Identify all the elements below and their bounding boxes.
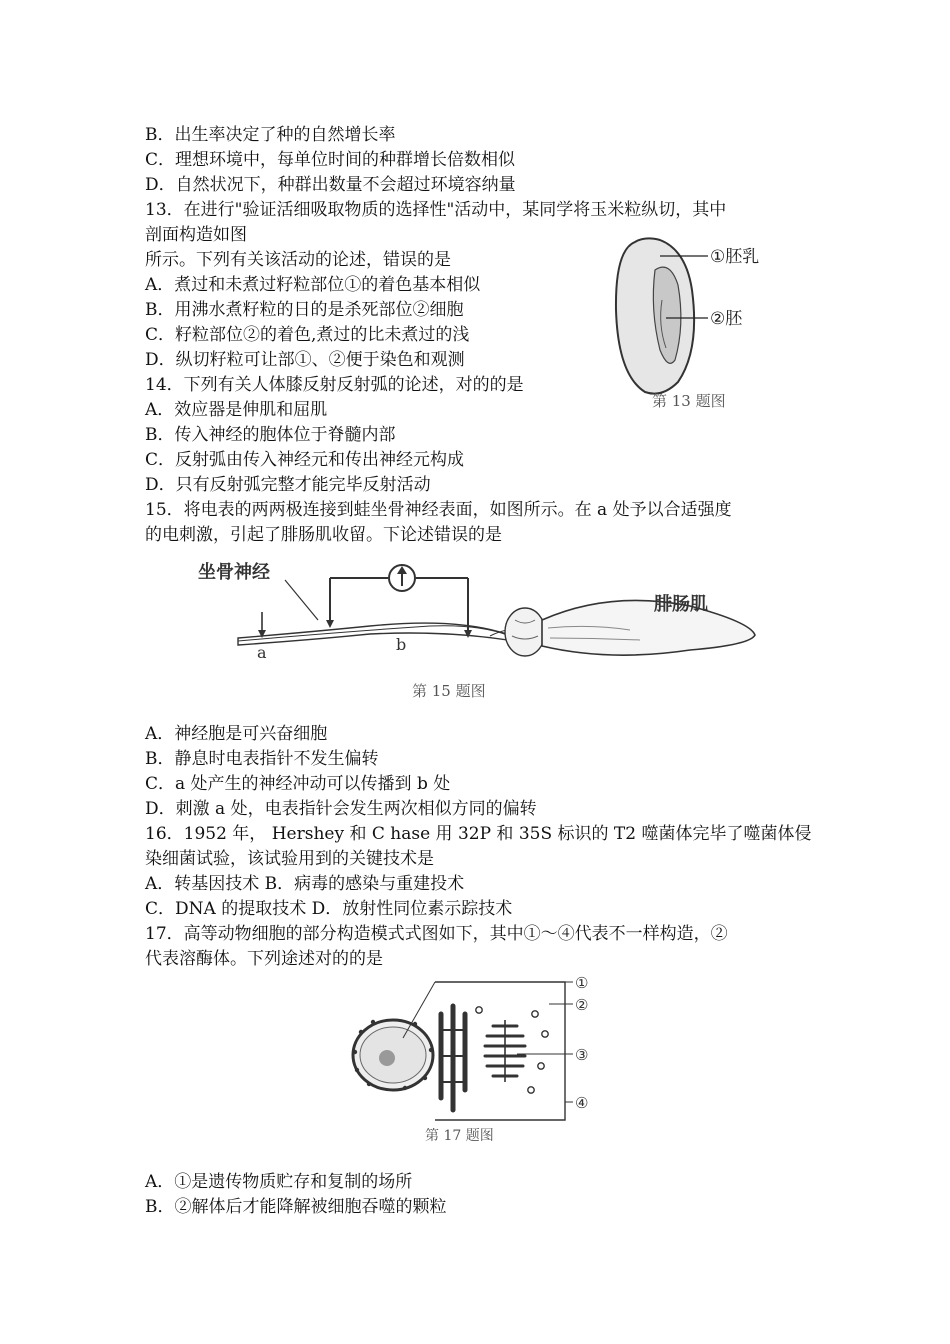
figure-13	[600, 230, 800, 420]
label-gastrocnemius: 腓肠肌	[654, 594, 708, 615]
text-line: 染细菌试验，该试验用到的关键技术是	[145, 849, 434, 869]
option-a: A．煮过和未煮过籽粒部位①的着色基本相似	[145, 275, 481, 295]
text-line: D．自然状况下，种群出数量不会超过环境容纳量	[145, 175, 516, 195]
text-line: B．出生率决定了种的自然增长率	[145, 125, 396, 145]
figure-15	[190, 550, 760, 715]
figure-15-caption: 第 15 题图	[412, 682, 486, 700]
option-d: D．只有反射弧完整才能完毕反射活动	[145, 475, 431, 495]
options-cd: C．DNA 的提取技术 D．放射性同位素示踪技术	[145, 899, 513, 919]
cell-structure-diagram	[345, 970, 605, 1150]
option-a: A．①是遗传物质贮存和复制的场所	[145, 1172, 413, 1192]
options-ab: A．转基因技术 B．病毒的感染与重建投术	[145, 874, 465, 894]
text-line: 所示。下列有关该活动的论述，错误的是	[145, 250, 451, 270]
question-15-stem: 15．将电表的两两极连接到蛙坐骨神经表面，如图所示。在 a 处予以合适强度	[145, 500, 732, 520]
label-endosperm: ①胚乳	[710, 247, 760, 267]
option-c: C．反射弧由传入神经元和传出神经元构成	[145, 450, 465, 470]
label-3: ③	[575, 1046, 589, 1064]
corn-kernel-diagram	[600, 230, 800, 420]
option-b: B．静息时电表指针不发生偏转	[145, 749, 379, 769]
text-line: 的电刺激，引起了腓肠肌收留。下论述错误的是	[145, 525, 502, 545]
option-d: D．纵切籽粒可让部①、②便于染色和观测	[145, 350, 465, 370]
text-line: 剖面构造如图	[145, 225, 247, 245]
label-point-a: a	[257, 643, 267, 662]
label-2: ②	[575, 996, 589, 1014]
question-17-stem: 17．高等动物细胞的部分构造模式式图如下，其中①～④代表不一样构造，②	[145, 924, 728, 944]
option-b: B．②解体后才能降解被细胞吞噬的颗粒	[145, 1197, 447, 1217]
text-line: 代表溶酶体。下列途述对的的是	[145, 949, 383, 969]
figure-13-caption: 第 13 题图	[652, 392, 726, 410]
option-a: A．神经胞是可兴奋细胞	[145, 724, 328, 744]
label-embryo: ②胚	[710, 309, 743, 329]
option-c: C．a 处产生的神经冲动可以传播到 b 处	[145, 774, 451, 794]
label-4: ④	[575, 1094, 589, 1112]
label-sciatic-nerve: 坐骨神经	[198, 562, 270, 583]
text-line: C．理想环境中，每单位时间的种群增长倍数相似	[145, 150, 516, 170]
question-13-stem: 13．在进行"验证活细吸取物质的选择性"活动中，某同学将玉米粒纵切，其中	[145, 200, 727, 220]
question-14-stem: 14．下列有关人体膝反射反射弧的论述，对的的是	[145, 375, 524, 395]
question-16-stem: 16．1952 年， Hershey 和 C hase 用 32P 和 35S 标识的 T2 噬菌体完毕了噬菌体侵	[145, 824, 812, 844]
option-c: C．籽粒部位②的着色,煮过的比未煮过的浅	[145, 325, 470, 345]
label-point-b: b	[396, 635, 407, 654]
option-b: B．用沸水煮籽粒的日的是杀死部位②细胞	[145, 300, 464, 320]
label-1: ①	[575, 974, 589, 992]
option-d: D．刺激 a 处，电表指针会发生两次相似方同的偏转	[145, 799, 537, 819]
figure-17-caption: 第 17 题图	[425, 1128, 494, 1144]
nerve-muscle-diagram	[190, 550, 760, 715]
option-b: B．传入神经的胞体位于脊髓内部	[145, 425, 396, 445]
figure-17	[345, 970, 605, 1150]
option-a: A．效应器是伸肌和屈肌	[145, 400, 328, 420]
